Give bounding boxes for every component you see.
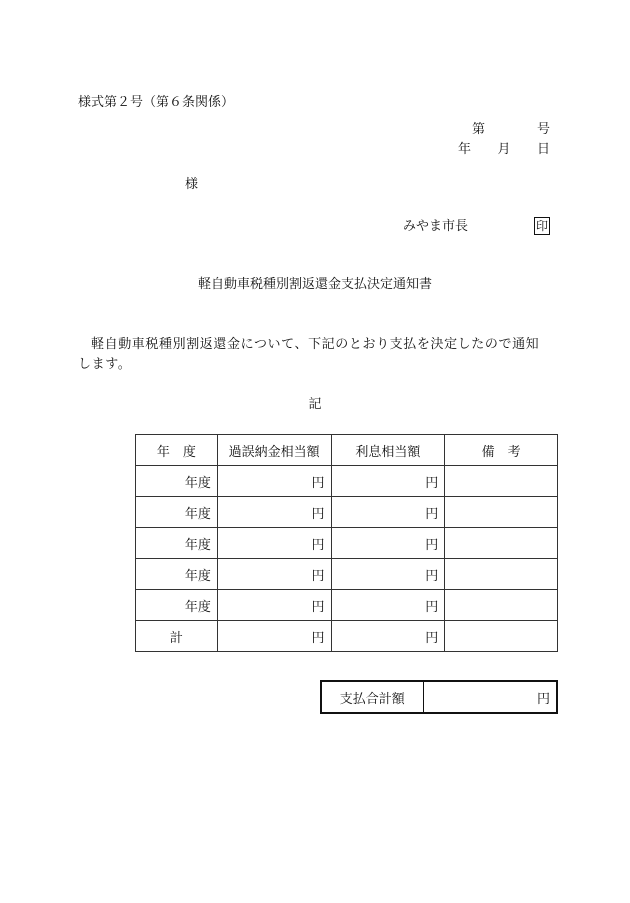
cell-year: 年度 [136,559,218,590]
cell-amount: 円 [217,528,331,559]
document-title: 軽自動車税種別割返還金支払決定通知書 [197,277,432,292]
cell-interest: 円 [331,466,445,497]
table-row [136,497,558,528]
total-interest: 円 [331,621,445,652]
seal-stamp: 印 [536,219,549,233]
issuer-name: みやま市長 [403,218,469,234]
cell-amount: 円 [217,497,331,528]
cell-amount: 円 [217,466,331,497]
cell-year: 年度 [136,590,218,621]
cell-note [445,497,558,528]
cell-year: 年度 [136,528,218,559]
ki-label: 記 [308,397,322,412]
total-note [445,621,558,652]
payment-total-row [321,681,557,713]
table-row [136,590,558,621]
cell-interest: 円 [331,497,445,528]
header-note: 備 考 [445,435,558,466]
form-number: 様式第２号（第６条関係） [78,95,235,110]
cell-interest: 円 [331,528,445,559]
total-amount: 円 [217,621,331,652]
table-row [136,466,558,497]
cell-amount: 円 [217,559,331,590]
payment-total-table [320,680,558,714]
date-row [458,138,550,157]
total-label: 計 [136,621,218,652]
header-year: 年 度 [136,435,218,466]
cell-note [445,590,558,621]
date-day: 日 [536,142,550,157]
table-total-row [136,621,558,652]
cell-note [445,466,558,497]
recipient-honorific: 様 [185,177,199,192]
detail-table [135,434,558,652]
doc-number-row [472,118,550,137]
doc-number-go: 号 [536,122,550,137]
cell-amount: 円 [217,590,331,621]
cell-year: 年度 [136,466,218,497]
cell-interest: 円 [331,590,445,621]
cell-note [445,528,558,559]
payment-total-label: 支払合計額 [321,681,423,713]
issuer [403,217,550,235]
body-text: 軽自動車税種別割返還金について、下記のとおり支払を決定したので通知します。 [78,337,540,372]
header-amount: 過誤納金相当額 [217,435,331,466]
cell-interest: 円 [331,559,445,590]
table-row [136,559,558,590]
payment-total-value: 円 [423,681,557,713]
date-year: 年 [458,142,472,157]
table-header-row [136,435,558,466]
date-month: 月 [497,142,511,157]
header-interest: 利息相当額 [331,435,445,466]
cell-year: 年度 [136,497,218,528]
cell-note [445,559,558,590]
doc-number-dai: 第 [472,122,486,137]
table-row [136,528,558,559]
